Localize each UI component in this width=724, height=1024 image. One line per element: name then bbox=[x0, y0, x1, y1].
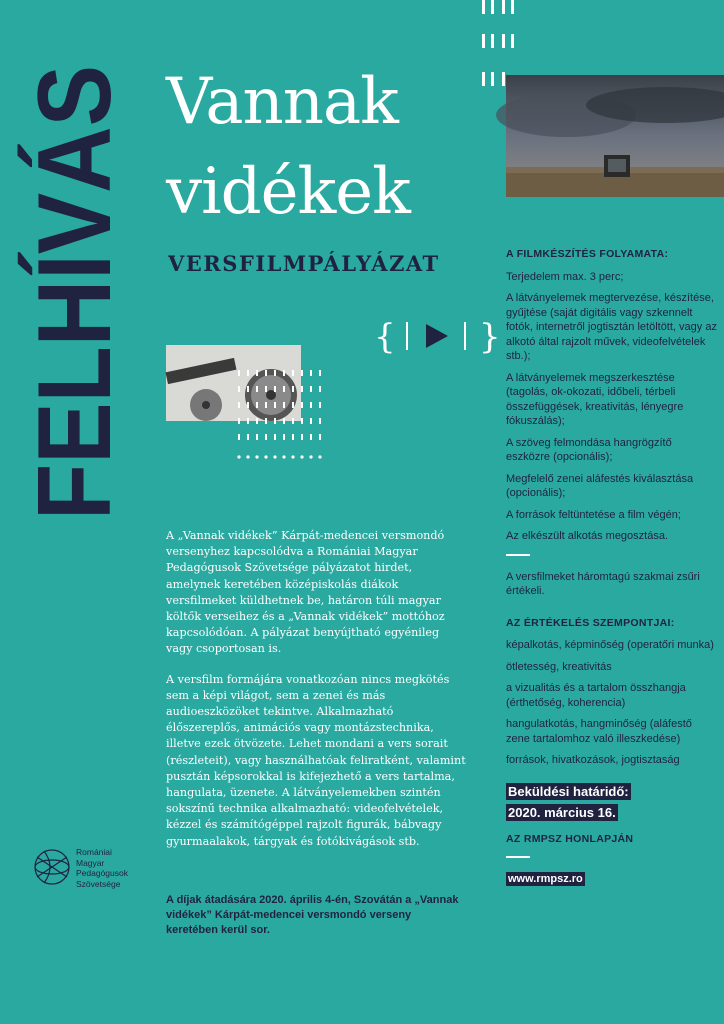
process-item: Az elkészült alkotás megosztása. bbox=[506, 530, 669, 542]
svg-text:}: } bbox=[479, 317, 501, 357]
body-text bbox=[166, 528, 468, 864]
logo-line: Pedagógusok bbox=[76, 868, 128, 878]
criteria-item: hangulatkotás, hangminőség (aláfestő zene tartalomhoz való illeszkedése) bbox=[506, 718, 692, 745]
website-link[interactable]: www.rmpsz.ro bbox=[508, 873, 583, 885]
title-line-2: vidékek bbox=[166, 155, 410, 229]
landscape-photo bbox=[506, 75, 724, 197]
logo-line: Magyar bbox=[76, 857, 105, 868]
body-paragraph-1: A „Vannak vidékek” Kárpát-medencei versmondó versenyhez kapcsolódva a Romániai Magyar Pedagógusok Szövetsége pályázatot hirdet, amelynek keretében középiskolás diákok versfilmeket küldhetnek be, határon túli magyar költők verseihez és a „Vannak vidékek” mottóhoz kapcsolódóan. A pályázat benyújtható egyénileg vagy csoportosan is. bbox=[166, 529, 445, 656]
rmpsz-logo bbox=[32, 845, 142, 895]
site-label: AZ RMPSZ HONLAPJÁN bbox=[506, 832, 634, 845]
criteria-heading: AZ ÉRTÉKELÉS SZEMPONTJAI: bbox=[506, 616, 675, 629]
criteria-item: képalkotás, képminőség (operatőri munka) bbox=[506, 639, 714, 651]
logo-line: Romániai bbox=[76, 847, 112, 857]
process-item: A látványelemek megtervezése, készítése, gyűjtése (saját digitális vagy szkennelt fotók, internetről jogtisztán letöltött, vagy az alkotó által rajzolt művek, videofelvételek stb.); bbox=[506, 292, 717, 362]
process-heading: A FILMKÉSZÍTÉS FOLYAMATA: bbox=[506, 248, 669, 260]
body-paragraph-2: A versfilm formájára vonatkozóan nincs megkötés sem a képi világot, sem a zenei és más audioeszközöket tekintve. Alkalmazható élőszereplős, animációs vagy montázstechnika, illetve ezek ötvözete. Lehet mondani a vers sorait (részleteit), vagy használhatóak feliratként, valamint pusztán képsorokkal is kifejezhető a vers tartalma, hangulata, üzenete. A látványelemekben szintén sokszínű technika alkalmazható: videofelvételek, kézzel és számítógéppel rajzolt figurák, bábvagy gyurmaalakok, tárgyak és fotókivágások stb. bbox=[166, 672, 466, 848]
process-item: A források feltüntetése a film végén; bbox=[506, 508, 681, 521]
globe-icon bbox=[32, 847, 72, 887]
process-item: Terjedelem max. 3 perc; bbox=[506, 270, 624, 283]
subtitle: VERSFILMPÁLYÁZAT bbox=[168, 251, 440, 276]
criteria-item: a vizualitás és a tartalom összhangja (érthetőség, koherencia) bbox=[506, 682, 686, 709]
player-control bbox=[374, 316, 501, 357]
play-icon bbox=[374, 316, 501, 357]
right-column bbox=[506, 247, 718, 887]
logo-line: Szövetsége bbox=[76, 878, 121, 889]
comma-grid-decoration bbox=[236, 370, 330, 470]
criteria-item: ötletesség, kreativitás bbox=[506, 660, 612, 673]
divider bbox=[506, 554, 530, 556]
process-item: Megfelelő zenei aláfestés kiválasztása (opcionális); bbox=[506, 472, 694, 499]
comma-grid-icon bbox=[236, 370, 330, 470]
process-item: A szöveg felmondása hangrögzítő eszközre (opcionális); bbox=[506, 436, 672, 463]
title-line-1: Vannak bbox=[166, 65, 398, 139]
deadline-date: 2020. március 16. bbox=[508, 805, 616, 820]
divider bbox=[506, 856, 530, 858]
jury-text: A versfilmeket háromtagú szakmai zsűri értékeli. bbox=[506, 570, 700, 597]
criteria-item: források, hivatkozások, jogtisztaság bbox=[506, 754, 680, 766]
logo-text bbox=[76, 847, 128, 889]
award-text: A díjak átadására 2020. április 4-én, Szovátán a „Vannak vidékek” Kárpát-medencei versmondó verseny keretében kerül sor. bbox=[166, 894, 459, 936]
landscape-photo-image bbox=[506, 75, 724, 197]
vertical-title-svg bbox=[17, 5, 133, 522]
vertical-title bbox=[17, 5, 133, 522]
svg-text:{: { bbox=[374, 317, 396, 357]
process-item: A látványelemek megszerkesztése (tagolás, ok-okozati, időbeli, térbeli összefüggések, kreativitás, lényegre fókuszálás); bbox=[506, 371, 684, 427]
deadline-label: Beküldési határidő: bbox=[508, 783, 629, 799]
vertical-title-text: FELHÍVÁS bbox=[17, 5, 133, 520]
